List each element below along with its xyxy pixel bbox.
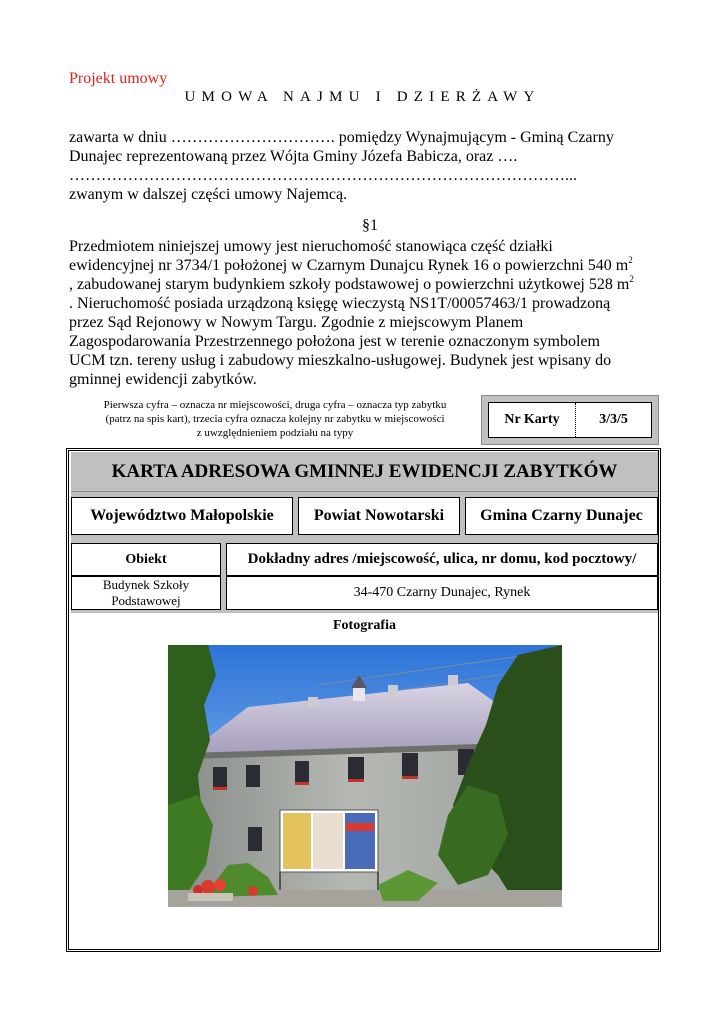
note-line: (patrz na spis kart), trzecia cyfra oznacza kolejny nr zabytku w miejscowości <box>105 413 445 425</box>
county-cell: Powiat Nowotarski <box>298 497 460 535</box>
section1-line: Zagospodarowania Przestrzennego położona jest w terenie oznaczonym symbolem <box>69 333 600 350</box>
note-line: z uwzględnieniem podziału na typy <box>196 427 354 439</box>
card-number-value: 3/3/5 <box>599 412 628 427</box>
section1-line <box>69 275 674 294</box>
section1-line: . Nieruchomość posiada urządzoną księgę wieczystą NS1T/00057463/1 prowadzoną <box>69 295 611 312</box>
section1-line-text: , zabudowanej starym budynkiem szkoły podstawowej o powierzchni użytkowej 528 m <box>69 276 630 293</box>
section1-line: przez Sąd Rejonowy w Nowym Targu. Zgodnie z miejscowym Planem <box>69 314 524 331</box>
section1-paragraph <box>69 237 674 389</box>
photo-label: Fotografia <box>333 618 396 633</box>
section1-line: UCM tzn. tereny usług i zabudowy mieszkalno-usługowej. Budynek jest wpisany do <box>69 352 612 369</box>
intro-line: Dunajec reprezentowaną przez Wójta Gminy Józefa Babicza, oraz …. <box>69 148 518 165</box>
intro-line: zawarta w dniu …………………………. pomiędzy Wynajmującym - Gminą Czarny <box>69 129 614 146</box>
draft-label: Projekt umowy <box>69 70 168 87</box>
note-line: Pierwsza cyfra – oznacza nr miejscowości, druga cyfra – oznacza typ zabytku <box>103 399 447 411</box>
object-value-cell <box>71 576 221 610</box>
address-header-cell: Dokładny adres /miejscowość, ulica, nr domu, kod pocztowy/ <box>226 543 658 576</box>
object-header-cell: Obiekt <box>71 543 221 576</box>
card-number-label: Nr Karty <box>489 403 576 437</box>
address-value-cell: 34-470 Czarny Dunajec, Rynek <box>226 576 658 610</box>
document-title: UMOWA NAJMU I DZIERŻAWY <box>184 89 541 105</box>
intro-line: zwanym w dalszej części umowy Najemcą. <box>69 186 348 203</box>
intro-line: …………………………………………………………………………………... <box>69 167 577 184</box>
region-row <box>71 492 658 540</box>
building-photo-illustration <box>168 645 562 907</box>
building-photo <box>168 645 562 907</box>
object-address-row <box>71 540 658 613</box>
section-sign: §1 <box>362 217 378 234</box>
card-number-box <box>481 395 659 445</box>
object-value-line: Budynek Szkoły <box>102 577 190 592</box>
section1-line: gminnej ewidencji zabytków. <box>69 371 257 388</box>
voivodeship-cell: Województwo Małopolskie <box>71 497 293 535</box>
superscript-2: 2 <box>628 255 633 265</box>
superscript-2: 2 <box>629 274 634 284</box>
card-number-inner <box>488 402 652 438</box>
section1-line-text: ewidencyjnej nr 3734/1 położonej w Czarnym Dunajcu Rynek 16 o powierzchni 540 m <box>69 257 629 274</box>
card-title: KARTA ADRESOWA GMINNEJ EWIDENCJI ZABYTKÓW <box>71 452 658 492</box>
object-value-line: Podstawowej <box>111 593 181 608</box>
section1-line: Przedmiotem niniejszej umowy jest nieruchomość stanowiąca część działki <box>69 238 553 255</box>
card-number-note <box>70 398 480 440</box>
section1-line <box>69 256 674 275</box>
intro-paragraph <box>69 128 669 204</box>
commune-cell: Gmina Czarny Dunajec <box>465 497 658 535</box>
